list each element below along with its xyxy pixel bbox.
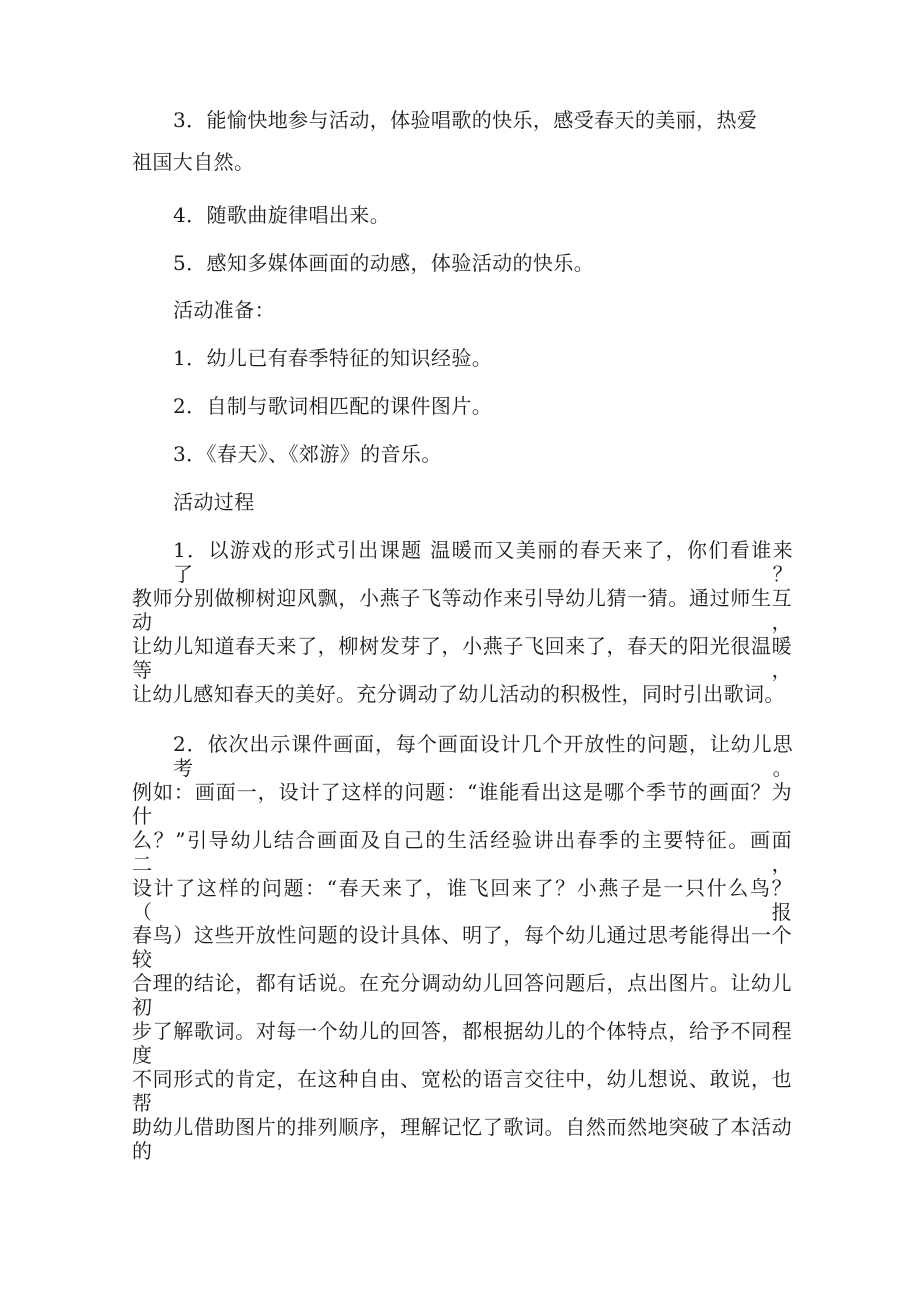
process-step-2-line-7: 步了解歌词。对每一个幼儿的回答，都根据幼儿的个体特点，给予不同程度 [132, 1019, 792, 1067]
process-step-2-line-6: 合理的结论，都有话说。在充分调动幼儿回答问题后，点出图片。让幼儿初 [132, 971, 792, 1019]
process-step-2-line-4: 设计了这样的问题：“春天来了，谁飞回来了？小燕子是一只什么鸟？（报 [132, 876, 792, 924]
process-step-1-line-4: 让幼儿感知春天的美好。充分调动了幼儿活动的积极性，同时引出歌词。 [132, 682, 785, 706]
process-step-2-line-8: 不同形式的肯定，在这种自由、宽松的语言交往中，幼儿想说、敢说，也帮 [132, 1067, 792, 1115]
process-step-1-line-1: 1．以游戏的形式引出课题 温暖而又美丽的春天来了，你们看谁来了？ [173, 538, 793, 586]
process-step-2-line-5: 春鸟）这些开放性问题的设计具体、明了，每个幼儿通过思考能得出一个较 [132, 923, 792, 971]
process-step-2-line-3: 么？”引导幼儿结合画面及自己的生活经验讲出春季的主要特征。画面二， [132, 828, 792, 876]
process-step-2-line-9: 助幼儿借助图片的排列顺序，理解记忆了歌词。自然而然地突破了本活动的 [132, 1115, 792, 1163]
process-step-2-line-2: 例如：画面一，设计了这样的问题：“谁能看出这是哪个季节的画面？为什 [132, 780, 792, 828]
paragraph-goal-5: 5．感知多媒体画面的动感，体验活动的快乐。 [173, 251, 595, 275]
preparation-item-1: 1．幼儿已有春季特征的知识经验。 [173, 346, 493, 370]
heading-activity-process: 活动过程 [173, 490, 255, 514]
process-step-1-line-2: 教师分别做柳树迎风飘，小燕子飞等动作来引导幼儿猜一猜。通过师生互动， [132, 586, 792, 634]
paragraph-goal-4: 4．随歌曲旋律唱出来。 [173, 203, 391, 227]
process-step-1-line-3: 让幼儿知道春天来了，柳树发芽了，小燕子飞回来了，春天的阳光很温暖等， [132, 634, 792, 682]
paragraph-goal-3-line-2: 祖国大自然。 [132, 150, 255, 174]
preparation-item-2: 2．自制与歌词相匹配的课件图片。 [173, 394, 493, 418]
paragraph-goal-3-line-1: 3．能愉快地参与活动，体验唱歌的快乐，感受春天的美丽，热爱 [173, 108, 758, 132]
preparation-item-3: 3．《春天》、《郊游》的音乐。 [173, 442, 442, 466]
process-step-2-line-1: 2．依次出示课件画面，每个画面设计几个开放性的问题，让幼儿思考。 [173, 732, 793, 780]
heading-activity-preparation: 活动准备： [173, 298, 275, 322]
